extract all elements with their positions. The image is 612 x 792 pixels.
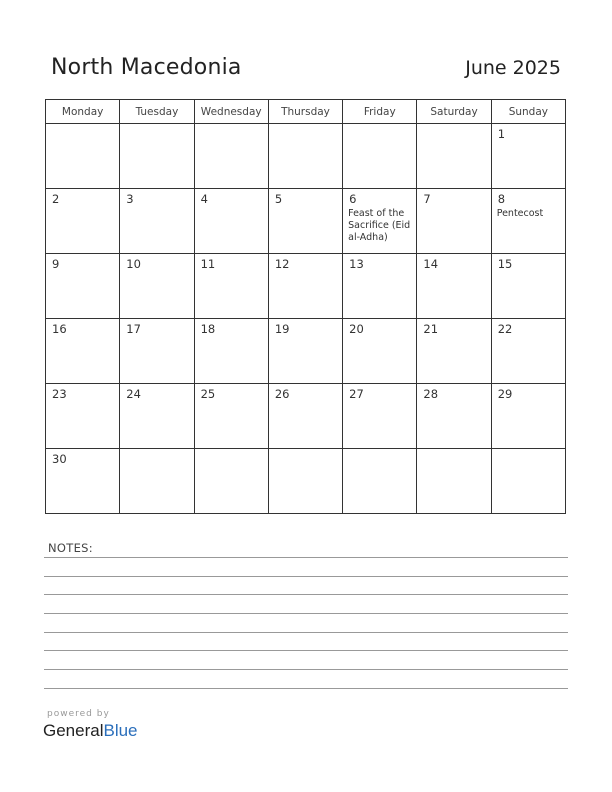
day-number: 30 <box>52 452 67 466</box>
note-line <box>44 688 568 689</box>
day-number: 4 <box>200 192 208 206</box>
day-cell <box>491 449 565 514</box>
weekday-sunday: Sunday <box>491 100 565 124</box>
day-cell <box>491 254 565 319</box>
day-number: 18 <box>200 322 216 336</box>
calendar-title: North Macedonia <box>51 55 242 80</box>
day-cell <box>194 124 268 189</box>
day-cell <box>417 384 491 449</box>
day-cell <box>491 319 565 384</box>
day-cell <box>417 449 491 514</box>
day-cell <box>194 319 268 384</box>
day-cell <box>343 254 417 319</box>
day-cell <box>194 384 268 449</box>
holiday-label: Pentecost <box>496 208 544 219</box>
weekday-tuesday: Tuesday <box>120 100 194 124</box>
day-cell <box>46 319 120 384</box>
note-line <box>44 594 568 595</box>
day-cell <box>268 189 342 254</box>
note-line <box>44 632 568 633</box>
day-cell <box>417 189 491 254</box>
week-row <box>46 254 566 319</box>
day-number: 5 <box>274 192 283 206</box>
day-cell <box>268 254 342 319</box>
week-row <box>46 449 566 514</box>
weekday-friday: Friday <box>343 100 417 124</box>
day-number: 11 <box>200 257 216 271</box>
day-number: 6 <box>349 192 357 206</box>
note-line <box>44 557 568 558</box>
day-cell <box>120 189 194 254</box>
day-number: 12 <box>274 257 290 271</box>
weekday-wednesday: Wednesday <box>194 100 268 124</box>
day-cell <box>46 384 120 449</box>
note-line <box>44 613 568 614</box>
day-number: 3 <box>126 192 134 206</box>
day-cell <box>491 124 565 189</box>
brand-general: General <box>43 721 104 740</box>
generalblue-logo[interactable] <box>43 721 138 741</box>
day-cell <box>343 319 417 384</box>
day-cell <box>417 124 491 189</box>
day-cell <box>343 449 417 514</box>
day-cell <box>120 254 194 319</box>
day-number: 1 <box>497 127 506 141</box>
day-number: 20 <box>349 322 364 336</box>
note-line <box>44 669 568 670</box>
powered-by-text: powered by <box>47 709 110 719</box>
day-cell <box>491 384 565 449</box>
day-cell <box>46 449 120 514</box>
day-cell <box>343 189 417 254</box>
weekday-saturday: Saturday <box>417 100 491 124</box>
week-row <box>46 319 566 384</box>
day-number: 21 <box>423 322 439 336</box>
day-number: 7 <box>423 192 431 206</box>
day-number: 29 <box>497 387 513 401</box>
day-number: 23 <box>52 387 67 401</box>
day-cell <box>491 189 565 254</box>
note-line <box>44 576 568 577</box>
calendar-grid <box>45 99 566 514</box>
day-number: 13 <box>349 257 364 271</box>
weekday-header-row <box>46 100 566 124</box>
day-cell <box>194 189 268 254</box>
day-cell <box>417 254 491 319</box>
week-row <box>46 124 566 189</box>
day-number: 28 <box>423 387 439 401</box>
holiday-label: Feast of the Sacrifice (Eid al-Adha) <box>348 208 411 243</box>
day-cell <box>120 384 194 449</box>
day-cell <box>268 319 342 384</box>
day-cell <box>268 124 342 189</box>
day-number: 27 <box>349 387 364 401</box>
day-number: 15 <box>497 257 513 271</box>
weekday-thursday: Thursday <box>268 100 342 124</box>
day-number: 10 <box>126 257 141 271</box>
day-number: 14 <box>423 257 439 271</box>
day-cell <box>268 449 342 514</box>
day-cell <box>120 449 194 514</box>
day-cell <box>120 319 194 384</box>
day-number: 17 <box>126 322 141 336</box>
day-number: 8 <box>497 192 506 206</box>
calendar-month: June 2025 <box>465 57 561 79</box>
day-cell <box>343 384 417 449</box>
note-line <box>44 650 568 651</box>
day-cell <box>194 254 268 319</box>
day-number: 26 <box>274 387 290 401</box>
day-number: 19 <box>274 322 290 336</box>
day-number: 9 <box>52 257 60 271</box>
day-number: 24 <box>126 387 141 401</box>
day-number: 16 <box>52 322 67 336</box>
day-cell <box>268 384 342 449</box>
notes-label: NOTES: <box>48 541 93 555</box>
day-number: 2 <box>52 192 60 206</box>
day-number: 25 <box>200 387 216 401</box>
day-cell <box>46 254 120 319</box>
brand-blue: Blue <box>103 721 138 740</box>
week-row <box>46 384 566 449</box>
day-cell <box>46 124 120 189</box>
week-row <box>46 189 566 254</box>
day-cell <box>120 124 194 189</box>
day-cell <box>194 449 268 514</box>
day-cell <box>46 189 120 254</box>
day-number: 22 <box>497 322 513 336</box>
day-cell <box>417 319 491 384</box>
day-cell <box>343 124 417 189</box>
weekday-monday: Monday <box>46 100 120 124</box>
